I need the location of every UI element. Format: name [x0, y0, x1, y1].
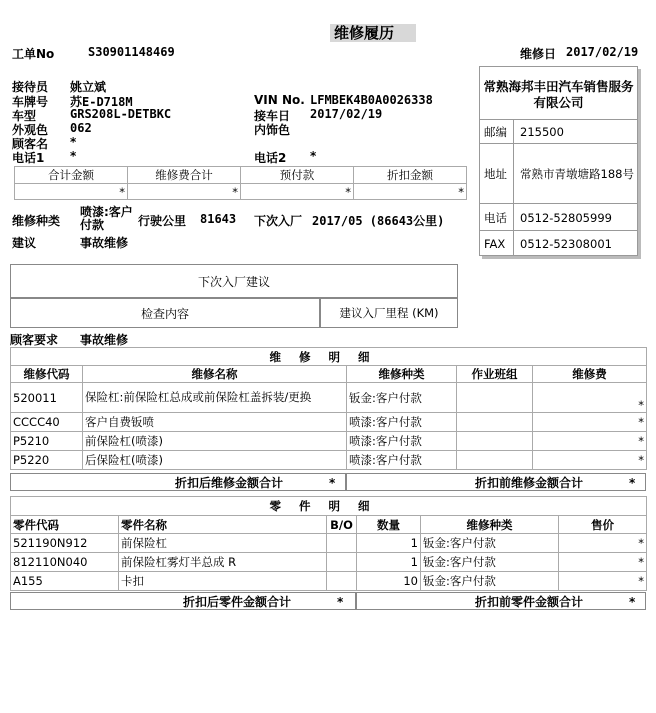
parts-after-discount-label: 折扣后零件金额合计 — [183, 595, 292, 609]
discount-header: 折扣金额 — [354, 167, 467, 184]
repair-type: 喷漆:客户付款 — [347, 451, 457, 470]
parts-after-discount-row — [10, 592, 356, 610]
customer: * — [70, 135, 77, 149]
total-amount-value: * — [15, 184, 128, 200]
col-part-repair-type: 维修种类 — [421, 516, 559, 534]
repair-type: 喷漆:客户付款 — [347, 413, 457, 432]
col-part-code: 零件代码 — [11, 516, 119, 534]
fax-label: FAX — [480, 231, 514, 256]
col-part-name: 零件名称 — [119, 516, 327, 534]
part-name: 前保险杠 — [119, 534, 327, 553]
table-row — [11, 534, 647, 553]
repair-name: 前保险杠(喷漆) — [83, 432, 347, 451]
part-name: 前保险杠雾灯半总成 R — [119, 553, 327, 572]
next-visit-title: 下次入厂建议 — [10, 264, 458, 298]
suggested-mileage-label: 建议入厂里程 (KM) — [320, 298, 458, 328]
customer-label: 顾客名 — [12, 137, 49, 151]
customer-request-label: 顾客要求 — [10, 333, 59, 347]
prepayment-value: * — [241, 184, 354, 200]
table-row — [11, 553, 647, 572]
table-row — [11, 432, 647, 451]
parts-before-discount-row — [356, 592, 646, 610]
repair-code: P5220 — [11, 451, 83, 470]
total-amount-header: 合计金额 — [15, 167, 128, 184]
model: GRS208L-DETBKC — [70, 107, 172, 121]
col-repair-name: 维修名称 — [83, 366, 347, 383]
table-row — [11, 383, 647, 413]
receive-date-label: 接车日 — [254, 109, 291, 123]
repair-after-discount-label: 折扣后维修金额合计 — [175, 476, 284, 490]
fax: 0512-52308001 — [520, 236, 612, 251]
repair-fee: * — [533, 432, 647, 451]
work-team — [457, 413, 533, 432]
phone1-label: 电话1 — [12, 151, 45, 165]
repair-before-discount-value: * — [629, 476, 636, 490]
order-no-label: 工单No — [12, 47, 55, 61]
dealer-phone-row — [480, 203, 637, 231]
part-code: 521190N912 — [11, 534, 119, 553]
next-visit-label: 下次入厂 — [254, 214, 303, 228]
model-label: 车型 — [12, 109, 37, 123]
part-code: 812110N040 — [11, 553, 119, 572]
plate: 苏E-D718M — [70, 95, 133, 109]
parts-before-discount-label: 折扣前零件金额合计 — [475, 595, 584, 609]
repair-details-table — [10, 347, 647, 470]
part-code: A155 — [11, 572, 119, 591]
repair-name: 客户自费钣喷 — [83, 413, 347, 432]
dealer-address-row — [480, 143, 637, 204]
repair-after-discount-row — [10, 473, 346, 491]
phone2-label: 电话2 — [254, 151, 287, 165]
part-repair-type: 钣金:客户付款 — [421, 572, 559, 591]
repair-name: 后保险杠(喷漆) — [83, 451, 347, 470]
vin: LFMBEK4B0A0026338 — [310, 93, 433, 107]
dealer-name: 常熟海邦丰田汽车销售服务有限公司 — [483, 79, 634, 110]
page-title: 维修履历 — [330, 24, 416, 42]
advice-label: 建议 — [12, 236, 37, 250]
receptionist-label: 接待员 — [12, 80, 49, 94]
parts-details-title: 零件明细 — [11, 497, 647, 516]
table-row — [11, 451, 647, 470]
next-visit-value: 2017/05 (86643公里) — [312, 214, 445, 228]
order-no: S30901148469 — [88, 45, 175, 59]
interior-label: 内饰色 — [254, 123, 291, 137]
part-bo — [327, 553, 357, 572]
repair-fee-total-header: 维修费合计 — [128, 167, 241, 184]
col-repair-type: 维修种类 — [347, 366, 457, 383]
dealer-fax-row — [480, 230, 637, 256]
table-row — [11, 572, 647, 591]
table-row — [11, 413, 647, 432]
receptionist: 姚立斌 — [70, 80, 107, 94]
repair-type-label: 维修种类 — [12, 214, 61, 228]
address-label: 地址 — [480, 144, 514, 204]
repair-after-discount-value: * — [329, 476, 336, 490]
repair-details-title: 维修明细 — [11, 348, 647, 366]
part-bo — [327, 572, 357, 591]
postcode: 215500 — [520, 125, 564, 139]
exterior-color: 062 — [70, 121, 92, 135]
work-team — [457, 432, 533, 451]
repair-fee: * — [533, 451, 647, 470]
repair-date-label: 维修日 — [520, 47, 557, 61]
mileage: 81643 — [200, 212, 237, 226]
vin-label: VIN No. — [254, 93, 305, 107]
check-content-label: 检查内容 — [10, 298, 320, 328]
receive-date: 2017/02/19 — [310, 107, 383, 121]
part-price: * — [559, 534, 647, 553]
phone2: * — [310, 149, 317, 163]
totals-table — [14, 166, 467, 200]
repair-type-value: 喷漆:客户付款 — [80, 205, 133, 232]
plate-label: 车牌号 — [12, 95, 49, 109]
col-qty: 数量 — [357, 516, 421, 534]
dealer-postcode-row — [480, 119, 637, 144]
phone-label: 电话 — [480, 204, 514, 231]
repair-code: CCCC40 — [11, 413, 83, 432]
part-name: 卡扣 — [119, 572, 327, 591]
part-qty: 10 — [357, 572, 421, 591]
repair-name: 保险杠:前保险杠总成或前保险杠盖拆装/更换 — [83, 383, 347, 413]
col-price: 售价 — [559, 516, 647, 534]
col-bo: B/O — [327, 516, 357, 534]
parts-details-table — [10, 496, 647, 591]
phone1: * — [70, 149, 77, 163]
part-price: * — [559, 572, 647, 591]
repair-before-discount-label: 折扣前维修金额合计 — [475, 476, 584, 490]
work-team — [457, 451, 533, 470]
repair-before-discount-row — [346, 473, 646, 491]
part-repair-type: 钣金:客户付款 — [421, 553, 559, 572]
part-qty: 1 — [357, 553, 421, 572]
address: 常熟市青墩塘路188号 — [520, 166, 634, 181]
dealer-box — [479, 66, 638, 256]
parts-before-discount-value: * — [629, 595, 636, 609]
postcode-label: 邮编 — [480, 120, 514, 144]
part-price: * — [559, 553, 647, 572]
col-repair-fee: 维修费 — [533, 366, 647, 383]
part-qty: 1 — [357, 534, 421, 553]
repair-fee-total-value: * — [128, 184, 241, 200]
exterior-label: 外观色 — [12, 123, 49, 137]
repair-code: P5210 — [11, 432, 83, 451]
repair-code: 520011 — [11, 383, 83, 413]
discount-value: * — [354, 184, 467, 200]
col-repair-code: 维修代码 — [11, 366, 83, 383]
parts-after-discount-value: * — [337, 595, 344, 609]
advice: 事故维修 — [80, 236, 129, 250]
repair-date: 2017/02/19 — [566, 45, 639, 59]
phone: 0512-52805999 — [520, 210, 612, 225]
part-repair-type: 钣金:客户付款 — [421, 534, 559, 553]
work-team — [457, 383, 533, 413]
repair-type: 喷漆:客户付款 — [347, 432, 457, 451]
repair-fee: * — [533, 413, 647, 432]
part-bo — [327, 534, 357, 553]
mileage-label: 行驶公里 — [138, 214, 187, 228]
repair-fee: * — [533, 383, 647, 413]
customer-request-value: 事故维修 — [80, 333, 129, 347]
prepayment-header: 预付款 — [241, 167, 354, 184]
col-work-team: 作业班组 — [457, 366, 533, 383]
repair-type: 钣金:客户付款 — [347, 383, 457, 413]
